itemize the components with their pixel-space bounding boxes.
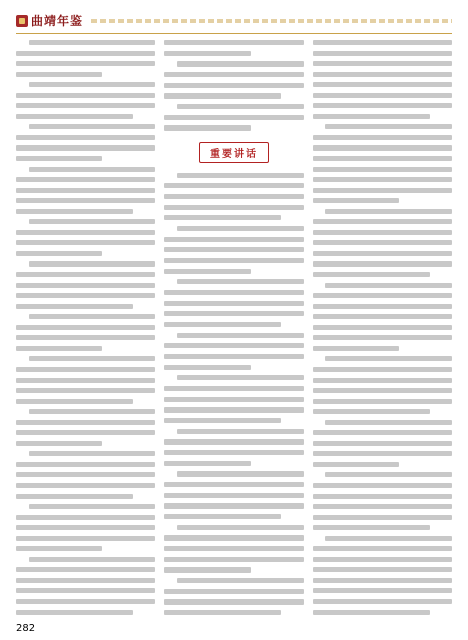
text-line [313,567,452,572]
text-line [177,279,304,284]
text-line [313,430,452,435]
text-line [164,125,250,130]
text-line [313,378,452,383]
text-line [177,471,304,476]
text-line [16,515,155,520]
text-line [29,409,156,414]
text-line [16,399,133,404]
text-line [16,251,102,256]
text-line [313,314,452,319]
header-decorative-rule [91,19,452,23]
text-line [16,61,155,66]
text-line [177,429,304,434]
text-line [164,354,303,359]
text-line [313,483,452,488]
text-line [164,194,303,199]
text-line [29,82,156,87]
text-line [16,472,155,477]
text-line [16,599,155,604]
text-line [313,515,452,520]
text-line [325,420,452,425]
text-line [164,311,303,316]
text-line [313,219,452,224]
text-line [313,82,452,87]
text-line [29,261,156,266]
column-left [16,40,155,615]
text-line [164,461,250,466]
text-line [164,258,303,263]
text-line [164,386,303,391]
text-line [164,215,281,220]
text-line [313,304,452,309]
text-line [177,375,304,380]
text-line [16,114,133,119]
text-line [313,399,452,404]
text-line [164,365,250,370]
text-line [16,567,155,572]
yearbook-logo-icon [16,15,28,27]
body-columns [16,40,452,615]
text-line [313,546,452,551]
text-line [16,420,155,425]
text-line [16,335,155,340]
text-line [164,439,303,444]
text-line [16,293,155,298]
text-line [325,209,452,214]
text-line [164,450,303,455]
text-line [164,514,281,519]
text-line [164,290,303,295]
text-line [313,177,452,182]
text-line [164,610,281,615]
text-line [16,51,155,56]
text-line [325,124,452,129]
text-line [313,198,399,203]
text-line [164,322,281,327]
text-line [16,546,102,551]
text-line [164,72,303,77]
text-line [29,167,156,172]
text-line [313,588,452,593]
text-line [313,335,452,340]
text-line [177,578,304,583]
text-line [164,535,303,540]
column-right [313,40,452,615]
text-line [325,472,452,477]
text-line [313,240,452,245]
text-line [177,61,304,66]
text-line [16,430,155,435]
text-line [313,494,452,499]
text-line [325,356,452,361]
text-line [16,188,155,193]
text-line [16,483,155,488]
section-heading: 重要讲话 [199,142,269,163]
text-line [16,325,155,330]
text-line [164,397,303,402]
text-line [313,51,452,56]
text-line [16,272,155,277]
text-line [313,599,452,604]
text-line [16,462,155,467]
page-number: 282 [16,623,36,634]
text-line [313,578,452,583]
text-line [177,333,304,338]
text-line [164,83,303,88]
text-line [16,198,155,203]
text-line [16,578,155,583]
text-line [16,367,155,372]
header-title: 曲靖年鉴 [31,14,84,28]
text-line [16,494,133,499]
text-line [313,114,430,119]
text-line [313,40,452,45]
text-line [16,145,155,150]
text-line [313,188,452,193]
text-line [313,72,452,77]
text-line [164,407,303,412]
text-line [177,525,304,530]
column-middle [164,40,303,615]
text-line [164,237,303,242]
text-line [313,261,452,266]
text-line [16,177,155,182]
text-line [164,269,250,274]
text-line [16,441,102,446]
text-line [16,230,155,235]
text-line [325,283,452,288]
text-line [16,103,155,108]
text-line [313,388,452,393]
text-line [313,103,452,108]
text-line [16,72,102,77]
text-line [313,462,399,467]
text-line [313,135,452,140]
text-line [313,441,452,446]
text-line [325,536,452,541]
text-line [16,240,155,245]
text-line [313,156,452,161]
text-line [177,226,304,231]
text-line [29,219,156,224]
text-line [164,343,303,348]
text-line [16,536,155,541]
text-line [16,156,102,161]
text-line [313,610,430,615]
text-line [313,451,452,456]
text-line [16,304,133,309]
text-line [313,293,452,298]
text-line [177,173,304,178]
text-line [313,346,399,351]
text-line [29,504,156,509]
text-line [313,61,452,66]
text-line [164,503,303,508]
text-line [313,504,452,509]
text-line [16,209,133,214]
text-line [164,493,303,498]
text-line [164,247,303,252]
text-line [29,451,156,456]
header-logo [16,12,83,29]
text-line [16,378,155,383]
text-line [16,388,155,393]
text-line [164,205,303,210]
text-line [164,115,303,120]
text-line [16,135,155,140]
text-line [313,93,452,98]
text-line [16,346,102,351]
text-line [164,93,281,98]
text-line [16,588,155,593]
text-line [177,104,304,109]
text-line [313,145,452,150]
text-line [164,482,303,487]
text-line [313,325,452,330]
text-line [313,409,430,414]
text-line [16,610,133,615]
text-line [313,251,452,256]
text-line [313,525,430,530]
text-line [164,567,250,572]
text-line [313,272,430,277]
text-line [164,301,303,306]
text-line [29,356,156,361]
page-header [16,8,452,34]
text-line [29,124,156,129]
text-line [164,599,303,604]
text-line [164,589,303,594]
text-line [164,51,250,56]
text-line [313,557,452,562]
text-line [29,557,156,562]
text-line [313,367,452,372]
text-line [313,167,452,172]
text-line [16,525,155,530]
text-line [164,557,303,562]
text-line [313,230,452,235]
text-line [29,40,156,45]
text-line [29,314,156,319]
text-line [164,183,303,188]
text-line [164,546,303,551]
text-line [164,40,303,45]
text-line [164,418,281,423]
text-line [16,283,155,288]
text-line [16,93,155,98]
